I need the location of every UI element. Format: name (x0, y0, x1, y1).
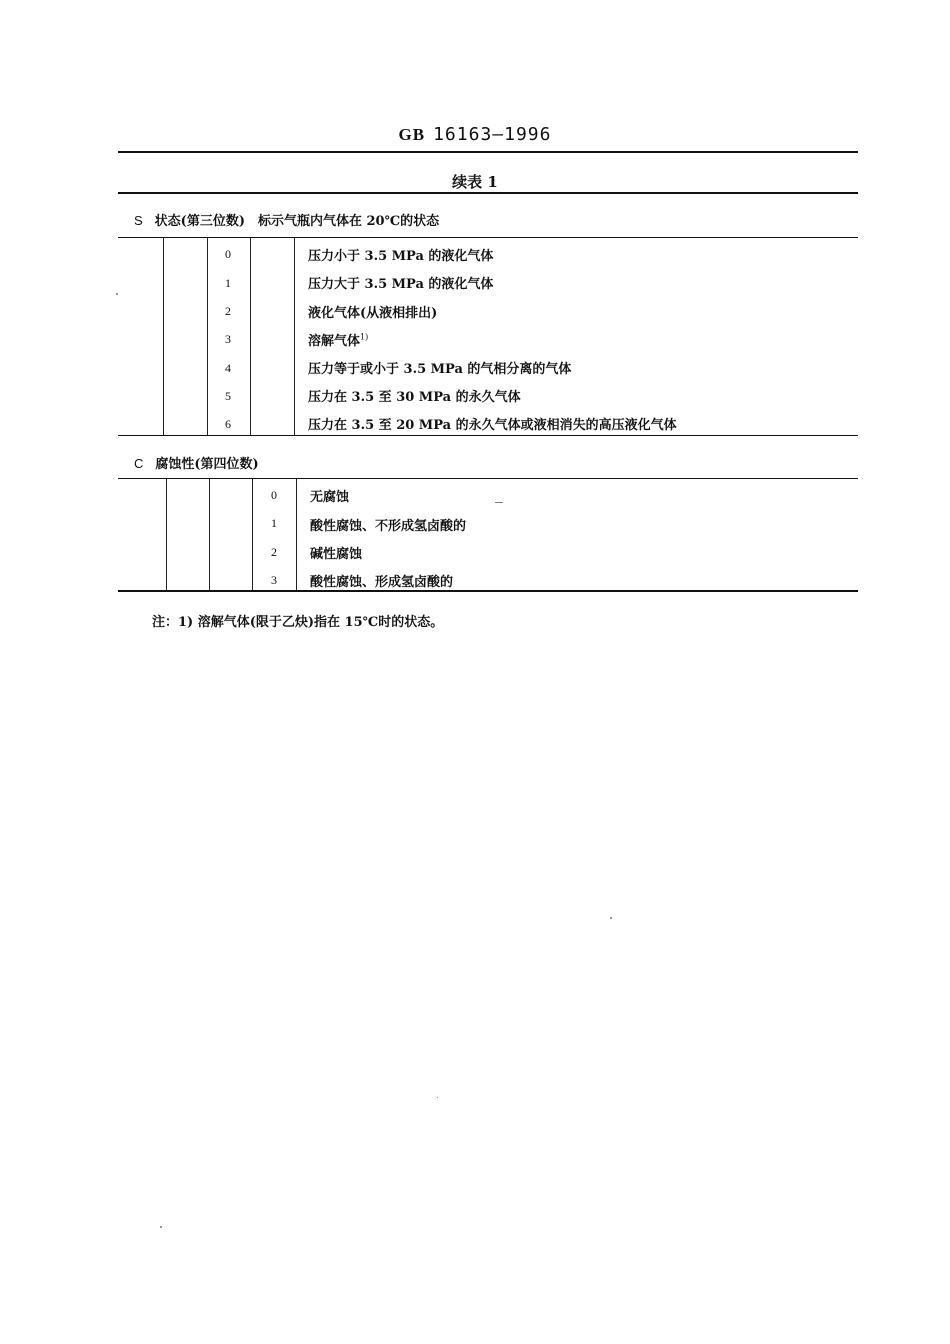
section-s-title-text: 状态(第三位数) 标示气瓶内气体在 20℃的状态 (154, 214, 440, 229)
row-code: 2 (271, 545, 277, 559)
header-rule (118, 151, 858, 153)
row-description: 酸性腐蚀、不形成氢卤酸的 (310, 519, 467, 534)
row-description: 压力等于或小于 3.5 MPa 的气相分离的气体 (308, 362, 572, 377)
scan-speck (116, 293, 118, 295)
row-description: 压力小于 3.5 MPa 的液化气体 (308, 249, 494, 264)
row-code: 3 (225, 332, 231, 346)
row-code: 4 (225, 361, 231, 375)
standard-number: 16163—1996 (433, 124, 552, 145)
row-code: 1 (271, 516, 277, 530)
section-c-rule (118, 478, 858, 479)
standard-header (0, 124, 950, 145)
row-description: 无腐蚀 (310, 490, 350, 505)
row-code: 3 (271, 573, 277, 587)
table-caption: 续表 1 (452, 173, 498, 191)
section-c-letter: C (134, 456, 144, 471)
section-s-letter: S (134, 213, 143, 228)
row-description: 酸性腐蚀、形成氢卤酸的 (310, 575, 454, 590)
row-code: 0 (271, 488, 277, 502)
row-description-text: 溶解气体 (308, 334, 361, 349)
row-code: 0 (225, 247, 231, 261)
row-code: 5 (225, 389, 231, 403)
section-divider-rule (118, 435, 858, 436)
section-c-title-text: 腐蚀性(第四位数) (155, 457, 259, 472)
row-description: 碱性腐蚀 (310, 547, 363, 562)
row-description: 压力在 3.5 至 20 MPa 的永久气体或液相消失的高压液化气体 (308, 418, 677, 433)
table-bottom-rule (118, 590, 858, 592)
scan-speck (495, 502, 503, 503)
row-code: 1 (225, 276, 231, 290)
row-description: 压力在 3.5 至 30 MPa 的永久气体 (308, 390, 521, 405)
scan-speck (610, 917, 612, 919)
section-s-rule (118, 237, 858, 238)
table-top-rule (118, 192, 858, 194)
standard-prefix: GB (398, 125, 426, 144)
row-description: 压力大于 3.5 MPa 的液化气体 (308, 277, 494, 292)
row-code: 6 (225, 417, 231, 431)
row-description: 液化气体(从液相排出) (308, 306, 438, 321)
footnote-marker: 1) (360, 332, 369, 342)
row-description (308, 330, 368, 349)
section-c-title (134, 453, 259, 472)
scan-speck (160, 1226, 162, 1228)
section-s-title (134, 210, 439, 229)
footnote: 注：1) 溶解气体(限于乙炔)指在 15℃时的状态。 (152, 615, 444, 630)
scan-speck (437, 1097, 438, 1098)
row-code: 2 (225, 304, 231, 318)
